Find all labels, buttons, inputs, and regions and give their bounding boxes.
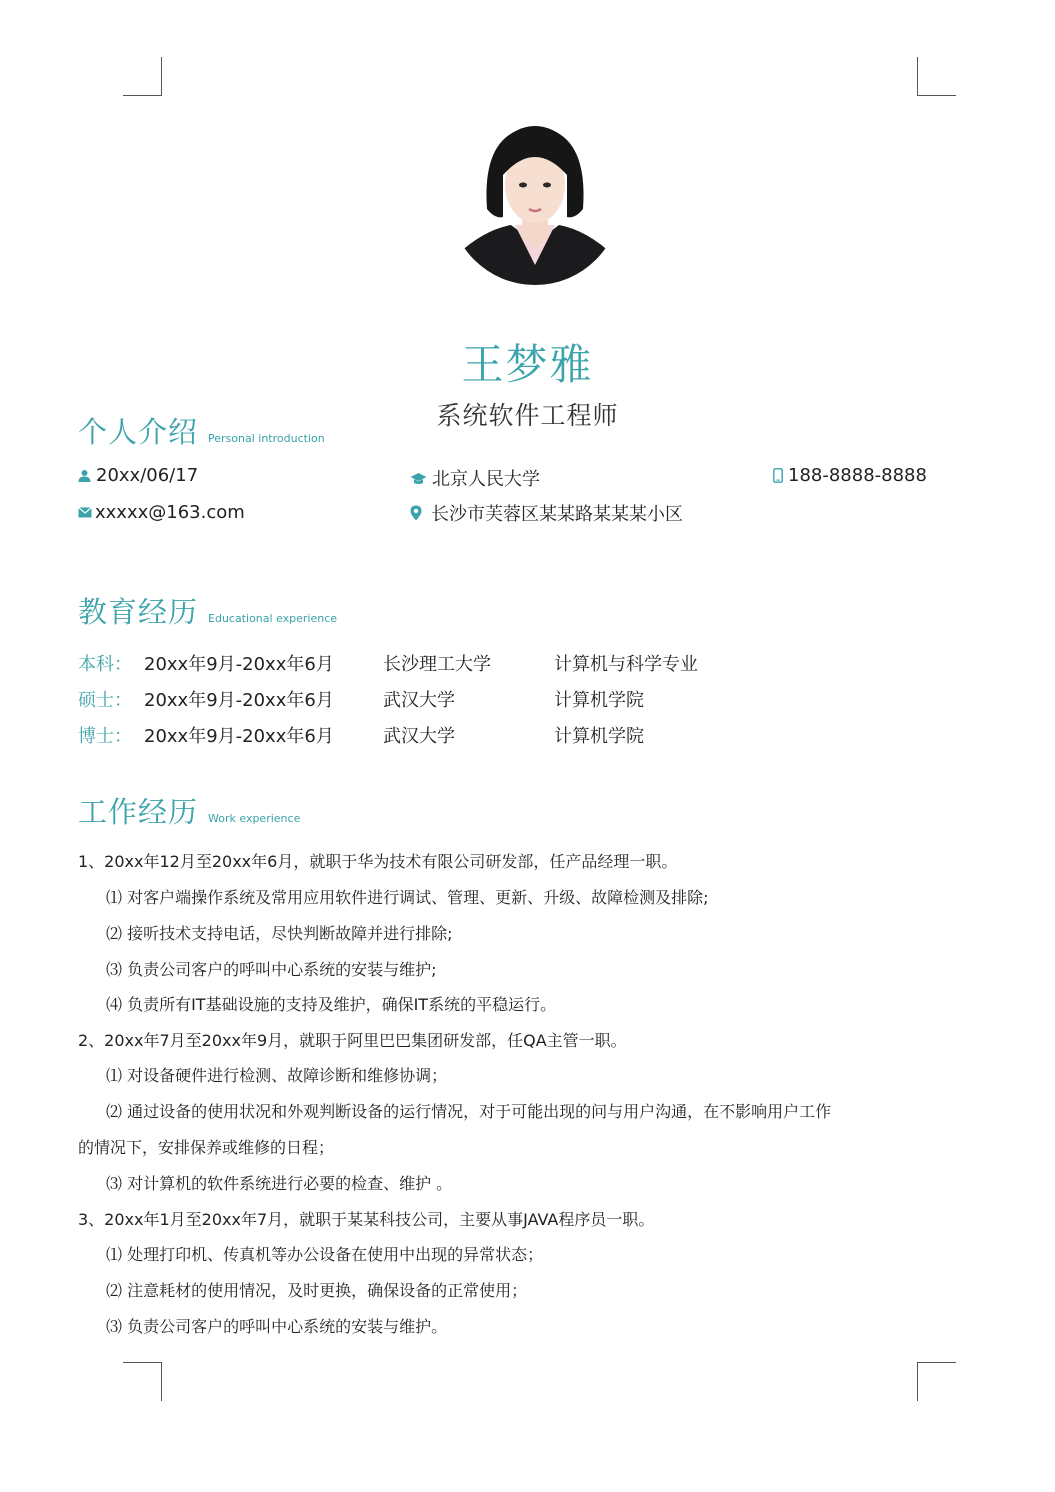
work-item: ⑷ 负责所有IT基础设施的支持及维护，确保IT系统的平稳运行。: [106, 995, 557, 1014]
work-item: ⑵ 通过设备的使用状况和外观判断设备的运行情况，对于可能出现的问与用户沟通，在不影响用户工作: [106, 1102, 832, 1121]
study-period: 20xx年9月-20xx年6月: [144, 654, 334, 675]
work-item: 的情况下，安排保养或维修的日程；: [78, 1138, 335, 1157]
corner-mark-bottom-right: [917, 1362, 956, 1401]
section-intro-subtitle: Personal introduction: [208, 432, 325, 445]
work-item: ⑴ 处理打印机、传真机等办公设备在使用中出现的异常状态；: [106, 1245, 544, 1264]
major: 计算机学院: [554, 726, 644, 747]
university: 长沙理工大学: [383, 654, 491, 675]
degree-label: 博士：: [78, 726, 132, 747]
person-name: 王梦雅: [461, 340, 594, 389]
home-address: 长沙市芙蓉区某某路某某某小区: [431, 504, 683, 525]
corner-mark-top-right: [917, 57, 956, 96]
corner-mark-bottom-left: [123, 1362, 162, 1401]
degree-label: 硕士：: [78, 690, 132, 711]
contact-birth: [78, 465, 198, 486]
contact-email: [78, 502, 245, 523]
contact-address: [410, 500, 683, 526]
major: 计算机学院: [554, 690, 644, 711]
section-education-title: 教育经历: [78, 595, 199, 629]
work-heading: 1、20xx年12月至20xx年6月，就职于华为技术有限公司研发部，任产品经理一职。: [78, 852, 678, 871]
work-item: ⑵ 注意耗材的使用情况，及时更换，确保设备的正常使用；: [106, 1281, 528, 1300]
user-icon: [78, 469, 91, 482]
mail-icon: [78, 507, 92, 518]
work-item: ⑴ 对设备硬件进行检测、故障诊断和维修协调；: [106, 1066, 448, 1085]
work-heading: 2、20xx年7月至20xx年9月，就职于阿里巴巴集团研发部，任QA主管一职。: [78, 1031, 627, 1050]
section-education-subtitle: Educational experience: [208, 612, 338, 625]
school-name: 北京人民大学: [432, 469, 540, 490]
university: 武汉大学: [383, 690, 455, 711]
section-education-heading: [78, 590, 337, 631]
university: 武汉大学: [383, 726, 455, 747]
phone-icon: [773, 468, 783, 483]
section-intro-title: 个人介绍: [78, 415, 199, 449]
major: 计算机与科学专业: [554, 654, 698, 675]
degree-label: 本科：: [78, 654, 132, 675]
work-item: ⑴ 对客户端操作系统及常用应用软件进行调试、管理、更新、升级、故障检测及排除;: [106, 888, 709, 907]
email-address: xxxxx@163.com: [95, 502, 245, 523]
corner-mark-top-left: [123, 57, 162, 96]
study-period: 20xx年9月-20xx年6月: [144, 690, 334, 711]
section-work-heading: [78, 790, 300, 831]
work-item: ⑵ 接听技术支持电话，尽快判断故障并进行排除;: [106, 924, 453, 943]
location-pin-icon: [410, 505, 422, 521]
contact-school: [410, 465, 540, 491]
profile-photo: [449, 113, 621, 285]
study-period: 20xx年9月-20xx年6月: [144, 726, 334, 747]
work-item: ⑶ 负责公司客户的呼叫中心系统的安装与维护。: [106, 1317, 448, 1336]
work-item: ⑶ 对计算机的软件系统进行必要的检查、维护 。: [106, 1174, 453, 1193]
section-work-title: 工作经历: [78, 795, 199, 829]
phone-number: 188-8888-8888: [788, 465, 927, 486]
section-work-subtitle: Work experience: [208, 812, 301, 825]
graduation-cap-icon: [410, 472, 427, 485]
contact-phone: [773, 465, 927, 486]
section-intro-heading: [78, 410, 325, 451]
work-heading: 3、20xx年1月至20xx年7月，就职于某某科技公司，主要从事JAVA程序员一职。: [78, 1210, 655, 1229]
work-item: ⑶ 负责公司客户的呼叫中心系统的安装与维护;: [106, 960, 437, 979]
job-title: 系统软件工程师: [436, 401, 619, 430]
birth-date: 20xx/06/17: [96, 465, 199, 486]
